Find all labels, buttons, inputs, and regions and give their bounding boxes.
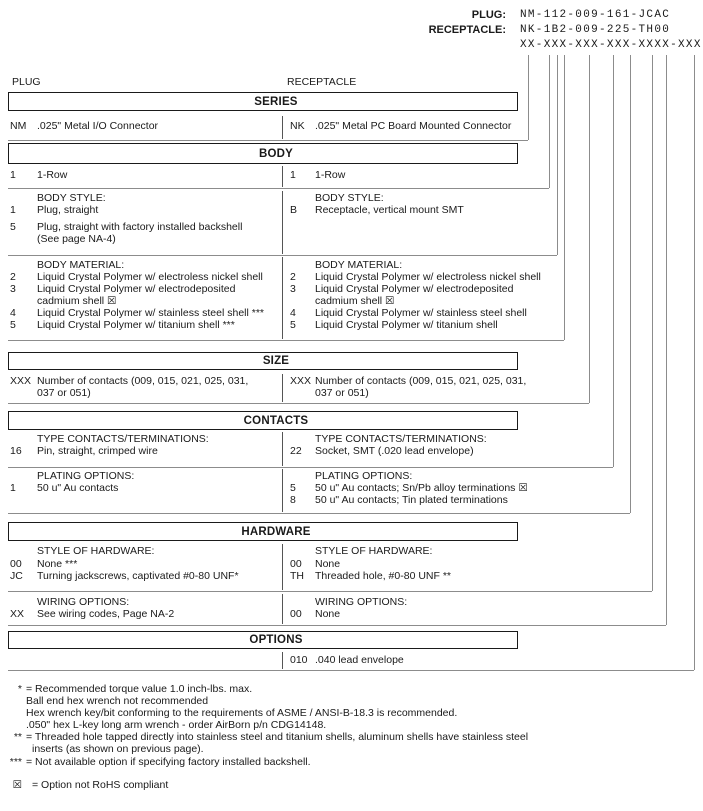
series-plug-block (10, 120, 282, 132)
rohs-checkbox-icon: ☒ (12, 779, 22, 791)
column-divider (282, 544, 283, 590)
option-row (10, 558, 282, 571)
subsection-heading-row (10, 545, 282, 558)
option-row (290, 120, 580, 132)
subsection-heading-row (10, 433, 282, 445)
option-desc: Liquid Crystal Polymer w/ electroless nickel shell (315, 271, 541, 284)
rohs-legend (8, 779, 168, 791)
subsection-heading: STYLE OF HARDWARE: (37, 545, 155, 557)
footnote-line (8, 707, 528, 719)
subsection-heading: TYPE CONTACTS/TERMINATIONS: (315, 433, 487, 445)
footnote-line (8, 683, 528, 695)
separator-size (8, 403, 589, 404)
option-code: 2 (290, 271, 296, 284)
option-row (290, 375, 580, 399)
wiring-plug-block (10, 596, 282, 620)
option-row (290, 558, 580, 571)
option-row (10, 608, 282, 620)
option-row (290, 204, 580, 216)
option-row (290, 494, 580, 506)
footnote-marker: ** (13, 731, 22, 744)
column-divider (282, 166, 283, 187)
series-section-header (8, 92, 518, 111)
option-desc: Plug, straight with factory installed backshell (See page NA-4) (37, 221, 243, 246)
option-desc: Liquid Crystal Polymer w/ stainless steel shell (315, 307, 527, 320)
option-code: XX (10, 608, 25, 621)
option-code: 1 (10, 204, 16, 217)
option-code: 22 (290, 445, 302, 458)
option-desc: 50 u" Au contacts; Sn/Pb alloy terminations ☒ (315, 482, 528, 495)
option-code: 4 (290, 307, 296, 320)
option-desc: .025" Metal I/O Connector (37, 120, 159, 132)
subsection-heading-row (290, 433, 580, 445)
subsection-heading-row (290, 596, 580, 608)
separator-body-row (8, 188, 549, 189)
contact-type-receptacle-block (290, 433, 580, 457)
column-divider (282, 374, 283, 402)
separator-series (8, 140, 528, 141)
plating-receptacle-block (290, 470, 580, 506)
connector-line-wiring (666, 55, 667, 625)
option-code: NK (290, 120, 305, 132)
column-divider (282, 432, 283, 466)
option-row (10, 445, 282, 457)
option-code: XXX (290, 375, 312, 387)
option-desc: Pin, straight, crimped wire (37, 445, 158, 458)
subsection-heading-row (10, 259, 282, 271)
receptacle-part-number-label: RECEPTACLE: (428, 24, 506, 36)
separator-options (8, 670, 694, 671)
contact-type-plug-block (10, 433, 282, 457)
footnote-marker: *** (9, 755, 22, 768)
option-row (290, 307, 580, 319)
option-row (10, 169, 282, 181)
connector-line-hardware-style (652, 55, 653, 591)
option-code: TH (290, 570, 304, 583)
options-title: OPTIONS (249, 634, 303, 646)
option-desc: None *** (37, 557, 78, 570)
subsection-heading: BODY MATERIAL: (315, 259, 403, 271)
body-title: BODY (258, 147, 294, 160)
hardware-style-plug-block (10, 545, 282, 583)
series-receptacle-block (290, 120, 580, 132)
column-divider (282, 191, 283, 254)
connector-line-options (694, 55, 695, 670)
option-row (290, 271, 580, 283)
option-desc: None (315, 557, 341, 570)
option-code: 2 (10, 271, 16, 284)
option-desc: 50 u" Au contacts (37, 482, 119, 495)
option-code: 5 (10, 221, 16, 234)
option-code: 1 (290, 169, 296, 181)
option-row (290, 570, 580, 583)
option-row (290, 482, 580, 494)
option-desc: Number of contacts (009, 015, 021, 025, 031, 037 or 051) (315, 375, 527, 400)
column-divider (282, 652, 283, 669)
option-desc: Number of contacts (009, 015, 021, 025, 031, 037 or 051) (37, 375, 249, 400)
subsection-heading: WIRING OPTIONS: (315, 596, 408, 608)
footnotes (8, 683, 528, 768)
wiring-receptacle-block (290, 596, 580, 620)
option-desc: Liquid Crystal Polymer w/ titanium shell (315, 319, 498, 332)
subsection-heading: BODY MATERIAL: (37, 259, 125, 271)
option-row (10, 375, 282, 399)
subsection-heading-row (290, 545, 580, 558)
contacts-section-header (8, 411, 518, 430)
option-row (290, 169, 580, 181)
option-desc: .025" Metal PC Board Mounted Connector (315, 120, 512, 132)
option-code: 8 (290, 494, 296, 507)
option-code: 010 (290, 654, 308, 666)
footnote-text: = Recommended torque value 1.0 inch-lbs. max. (26, 683, 253, 695)
option-code: 00 (10, 557, 22, 570)
option-row (290, 283, 580, 307)
option-code: 16 (10, 445, 22, 458)
options-receptacle-block (290, 654, 580, 666)
body-material-plug-block (10, 259, 282, 331)
option-desc: Socket, SMT (.020 lead envelope) (315, 445, 474, 458)
option-code: 3 (290, 283, 296, 296)
connector-line-size (589, 55, 590, 403)
option-row (290, 445, 580, 457)
option-desc: Threaded hole, #0-80 UNF ** (315, 570, 451, 583)
subsection-heading-row (290, 259, 580, 271)
receptacle-column-label: RECEPTACLE (287, 76, 357, 88)
receptacle-part-number-value: NK-1B2-009-225-TH00 (520, 24, 671, 36)
body-material-receptacle-block (290, 259, 580, 331)
contacts-title: CONTACTS (243, 414, 309, 427)
subsection-heading-row (10, 192, 282, 204)
footnote-marker (8, 695, 22, 707)
option-code: 00 (290, 608, 302, 621)
option-desc: Plug, straight (37, 204, 99, 217)
body-style-plug-block (10, 192, 282, 245)
option-code: 5 (10, 319, 16, 332)
plug-part-number-value: NM-112-009-161-JCAC (520, 9, 671, 21)
option-desc: Liquid Crystal Polymer w/ stainless steel shell *** (37, 307, 265, 320)
separator-plating (8, 513, 630, 514)
footnote-line (8, 756, 528, 768)
option-code: 3 (10, 283, 16, 296)
option-row (290, 608, 580, 620)
option-code: B (290, 204, 298, 217)
connector-line-plating (630, 55, 631, 513)
size-title: SIZE (262, 355, 290, 367)
connector-line-contact-type (613, 55, 614, 467)
body-row-plug (10, 169, 282, 181)
option-desc: None (315, 608, 341, 621)
subsection-heading-row (290, 192, 580, 204)
separator-body-material (8, 340, 564, 341)
footnote-line (8, 743, 528, 755)
option-desc: .040 lead envelope (315, 654, 404, 666)
option-desc: 1-Row (37, 169, 68, 181)
column-divider (282, 116, 283, 139)
option-code: 1 (10, 482, 16, 495)
option-desc: 50 u" Au contacts; Tin plated terminations (315, 494, 508, 507)
option-code: 4 (10, 307, 16, 320)
option-row (10, 570, 282, 583)
subsection-heading: WIRING OPTIONS: (37, 596, 130, 608)
footnote-marker (8, 743, 22, 755)
footnote-text: Hex wrench key/bit conforming to the requirements of ASME / ANSI-B-18.3 is recommended. (26, 707, 458, 720)
part-number-template: XX-XXX-XXX-XXX-XXXX-XXX (520, 39, 702, 51)
option-code: 00 (290, 557, 302, 570)
column-divider (282, 594, 283, 624)
footnote-marker (8, 719, 22, 731)
subsection-heading: STYLE OF HARDWARE: (315, 545, 433, 557)
footnote-marker: * (17, 683, 22, 695)
subsection-heading: BODY STYLE: (37, 192, 106, 204)
plating-plug-block (10, 470, 282, 494)
subsection-heading-row (10, 596, 282, 608)
connector-line-body-style (557, 55, 558, 255)
option-row (10, 283, 282, 307)
option-desc: Receptacle, vertical mount SMT (315, 204, 464, 217)
body-row-receptacle (290, 169, 580, 181)
option-row (10, 120, 282, 132)
option-code: XXX (10, 375, 32, 387)
option-code: NM (10, 120, 27, 132)
option-desc: Liquid Crystal Polymer w/ electroless nickel shell (37, 271, 263, 284)
subsection-heading-row (290, 470, 580, 482)
plug-column-label: PLUG (12, 76, 41, 88)
separator-hardware-style (8, 591, 652, 592)
option-code: 5 (290, 319, 296, 332)
hardware-style-receptacle-block (290, 545, 580, 583)
separator-wiring (8, 625, 666, 626)
footnote-text: Ball end hex wrench not recommended (26, 695, 209, 708)
subsection-heading: PLATING OPTIONS: (37, 470, 135, 482)
footnote-line (8, 695, 528, 707)
separator-body-style (8, 255, 557, 256)
option-desc: See wiring codes, Page NA-2 (37, 608, 175, 621)
option-desc: 1-Row (315, 169, 346, 181)
option-code: 5 (290, 482, 296, 495)
option-row (10, 221, 282, 245)
subsection-heading: PLATING OPTIONS: (315, 470, 413, 482)
rohs-legend-text: = Option not RoHS compliant (32, 779, 169, 791)
option-desc: Liquid Crystal Polymer w/ electrodeposited cadmium shell ☒ (37, 283, 236, 308)
footnote-text: = Not available option if specifying factory installed backshell. (26, 755, 311, 768)
footnote-line (8, 731, 528, 743)
option-desc: Liquid Crystal Polymer w/ electrodeposited cadmium shell ☒ (315, 283, 514, 308)
column-divider (282, 257, 283, 339)
hardware-title: HARDWARE (241, 525, 311, 538)
footnote-text: inserts (as shown on previous page). (32, 743, 204, 756)
column-divider (282, 469, 283, 512)
footnote-marker (8, 707, 22, 719)
body-style-receptacle-block (290, 192, 580, 216)
size-plug-block (10, 375, 282, 399)
subsection-heading-row (10, 470, 282, 482)
body-section-header (8, 143, 518, 164)
option-desc: Turning jackscrews, captivated #0-80 UNF* (37, 570, 239, 583)
option-row (10, 307, 282, 319)
option-row (10, 271, 282, 283)
size-section-header (8, 352, 518, 370)
footnote-line (8, 719, 528, 731)
option-code: 1 (10, 169, 16, 181)
plug-part-number-label: PLUG: (471, 9, 506, 21)
footnote-text: .050" hex L-key long arm wrench - order AirBorn p/n CDG14148. (26, 719, 327, 732)
separator-contact-type (8, 467, 613, 468)
options-section-header (8, 631, 518, 649)
option-code: JC (10, 570, 23, 583)
option-row (10, 204, 282, 216)
option-row (10, 482, 282, 494)
subsection-heading: TYPE CONTACTS/TERMINATIONS: (37, 433, 209, 445)
subsection-heading: BODY STYLE: (315, 192, 384, 204)
option-desc: Liquid Crystal Polymer w/ titanium shell *** (37, 319, 235, 332)
series-title: SERIES (254, 95, 298, 108)
option-row (290, 319, 580, 331)
size-receptacle-block (290, 375, 580, 399)
option-row (10, 319, 282, 331)
footnote-text: = Threaded hole tapped directly into stainless steel and titanium shells, aluminum shells have stainless steel (26, 731, 529, 744)
hardware-section-header (8, 522, 518, 541)
option-row (290, 654, 580, 666)
